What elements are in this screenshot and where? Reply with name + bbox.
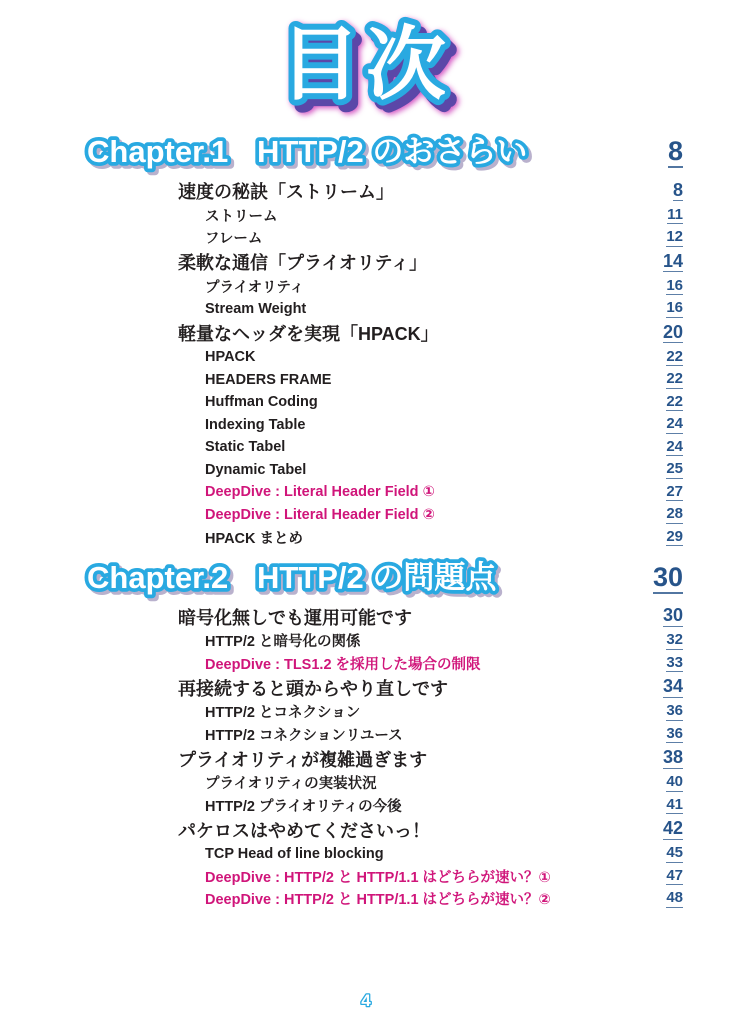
chapter-heading-1-art <box>85 130 625 172</box>
toc-entry-page-link[interactable]: 28 <box>666 505 683 522</box>
toc-entry-label: DeepDive : Literal Header Field ② <box>205 506 435 523</box>
footer-page-number: 4 <box>361 991 371 1010</box>
toc-entry-page-link[interactable]: 11 <box>667 205 683 223</box>
toc-entry-label: HTTP/2 プライオリティの今後 <box>205 798 402 815</box>
toc-entry-label: HTTP/2 コネクションリユース <box>205 727 403 744</box>
chapter-label: Chapter.2 <box>87 559 229 595</box>
toc-entry-page-link[interactable]: 25 <box>666 460 683 477</box>
toc-entry-label: 軽量なヘッダを実現「HPACK」 <box>178 324 439 344</box>
toc-row[interactable] <box>85 604 683 630</box>
toc-entry-label: プライオリティの実装状況 <box>205 776 377 793</box>
toc-entry-label: プライオリティ <box>205 279 305 296</box>
chapter-heading-2[interactable] <box>85 554 683 598</box>
toc-row-deepdive[interactable] <box>85 504 683 527</box>
toc-row-deepdive[interactable] <box>85 865 683 888</box>
toc-entry-page-link[interactable]: 24 <box>666 415 683 432</box>
toc-entry-page-link[interactable]: 48 <box>666 889 683 906</box>
toc-entry-label: HTTP/2 と暗号化の関係 <box>205 634 361 651</box>
page-title <box>221 14 511 114</box>
toc-entry-page-link[interactable]: 41 <box>666 795 683 813</box>
toc-row[interactable] <box>85 320 683 346</box>
toc-row[interactable] <box>85 275 683 298</box>
toc-entry-page-link[interactable]: 36 <box>666 702 683 719</box>
toc-entry-label: 暗号化無しでも運用可能です <box>178 607 412 628</box>
toc-entry-label: DeepDive : HTTP/2 と HTTP/1.1 はどちらが速い？② <box>205 892 551 909</box>
toc-row[interactable] <box>85 204 683 227</box>
toc-entry-page-link[interactable]: 47 <box>666 866 683 884</box>
toc-entry-label: HEADERS FRAME <box>205 371 332 388</box>
toc-entry-label: Stream Weight <box>205 300 307 317</box>
toc-row[interactable] <box>85 817 683 843</box>
toc-row[interactable] <box>85 414 683 437</box>
toc-row-deepdive[interactable] <box>85 888 683 911</box>
toc-entry-page-link[interactable]: 42 <box>662 818 683 839</box>
toc-entry-label: HPACK まとめ <box>205 530 304 547</box>
toc-entry-label: 速度の秘訣「ストリーム」 <box>178 182 394 202</box>
toc-row[interactable] <box>85 772 683 795</box>
toc-entry-page-link[interactable]: 14 <box>662 250 683 271</box>
toc-entry-label: DeepDive : TLS1.2 を採用した場合の制限 <box>205 656 481 673</box>
chapter-heading-1[interactable] <box>85 128 683 172</box>
toc-entry-page-link[interactable]: 40 <box>666 773 683 790</box>
toc-row[interactable] <box>85 298 683 321</box>
toc-entry-label: プライオリティが複雑過ぎます <box>178 749 428 770</box>
toc-row[interactable] <box>85 369 683 392</box>
toc-entry-page-link[interactable]: 24 <box>666 437 683 455</box>
toc-entry-page-link[interactable]: 29 <box>666 527 683 545</box>
toc-row[interactable] <box>85 630 683 653</box>
toc-row[interactable] <box>85 249 683 275</box>
toc-list-chapter2 <box>85 604 683 911</box>
toc-list-chapter1 <box>85 178 683 549</box>
chapter-title: HTTP/2 のおさらい <box>257 134 528 169</box>
toc-row[interactable] <box>85 794 683 817</box>
toc-entry-label: 柔軟な通信「プライオリティ」 <box>178 253 428 273</box>
toc-row-deepdive[interactable] <box>85 481 683 504</box>
toc-entry-page-link[interactable]: 36 <box>666 724 683 742</box>
toc-row[interactable] <box>85 346 683 369</box>
chapter-title: HTTP/2 の問題点 <box>257 559 497 595</box>
page-title-text: 目次 <box>280 20 452 109</box>
toc-entry-page-link[interactable]: 22 <box>666 392 683 410</box>
toc-row[interactable] <box>85 227 683 250</box>
toc-entry-label: フレーム <box>205 231 263 248</box>
toc-row[interactable] <box>85 391 683 414</box>
toc-entry-page-link[interactable]: 30 <box>662 605 683 626</box>
toc-entry-page-link[interactable]: 20 <box>662 321 683 342</box>
toc-entry-label: DeepDive : HTTP/2 と HTTP/1.1 はどちらが速い？① <box>205 869 551 886</box>
toc-entry-page-link[interactable]: 22 <box>666 370 683 387</box>
toc-entry-page-link[interactable]: 38 <box>662 747 683 768</box>
chapter-heading-2-art <box>85 556 625 598</box>
toc-row[interactable] <box>85 723 683 746</box>
toc-row[interactable] <box>85 675 683 701</box>
toc-row[interactable] <box>85 746 683 772</box>
toc-entry-label: DeepDive : Literal Header Field ① <box>205 484 435 501</box>
page-footer <box>351 988 381 1012</box>
toc-entry-page-link[interactable]: 16 <box>666 276 683 294</box>
toc-row[interactable] <box>85 436 683 459</box>
toc-row-deepdive[interactable] <box>85 652 683 675</box>
toc-entry-page-link[interactable]: 27 <box>666 482 683 500</box>
footer-page-number-art <box>351 988 381 1012</box>
toc-row[interactable] <box>85 701 683 724</box>
toc-entry-page-link[interactable]: 33 <box>666 653 683 671</box>
toc-row[interactable] <box>85 843 683 866</box>
toc-entry-page-link[interactable]: 22 <box>666 347 683 365</box>
toc-entry-label: Huffman Coding <box>205 394 318 411</box>
toc-entry-label: HPACK <box>205 349 256 366</box>
chapter-page-link[interactable]: 8 <box>667 136 683 167</box>
toc-entry-page-link[interactable]: 8 <box>672 179 683 200</box>
chapter-page-link[interactable]: 30 <box>652 561 683 592</box>
toc-entry-label: Dynamic Tabel <box>205 461 307 478</box>
toc-entry-label: TCP Head of line blocking <box>205 845 384 862</box>
toc-entry-label: パケロスはやめてくださいっ！ <box>178 820 430 841</box>
toc-entry-page-link[interactable]: 32 <box>666 631 683 648</box>
toc-entry-label: Static Tabel <box>205 439 286 456</box>
toc-row[interactable] <box>85 526 683 549</box>
toc-entry-page-link[interactable]: 45 <box>666 844 683 861</box>
toc-entry-page-link[interactable]: 12 <box>666 228 683 245</box>
toc-entry-label: ストリーム <box>205 208 278 225</box>
toc-entry-label: HTTP/2 とコネクション <box>205 705 361 722</box>
toc-content <box>85 128 683 910</box>
chapter-label: Chapter.1 <box>87 134 229 169</box>
toc-entry-page-link[interactable]: 16 <box>666 299 683 316</box>
toc-entry-label: 再接続すると頭からやり直しです <box>178 678 448 699</box>
toc-entry-label: Indexing Table <box>205 416 306 433</box>
toc-entry-page-link[interactable]: 34 <box>662 676 683 697</box>
page-title-art <box>221 14 511 114</box>
toc-row[interactable] <box>85 459 683 482</box>
toc-row[interactable] <box>85 178 683 204</box>
